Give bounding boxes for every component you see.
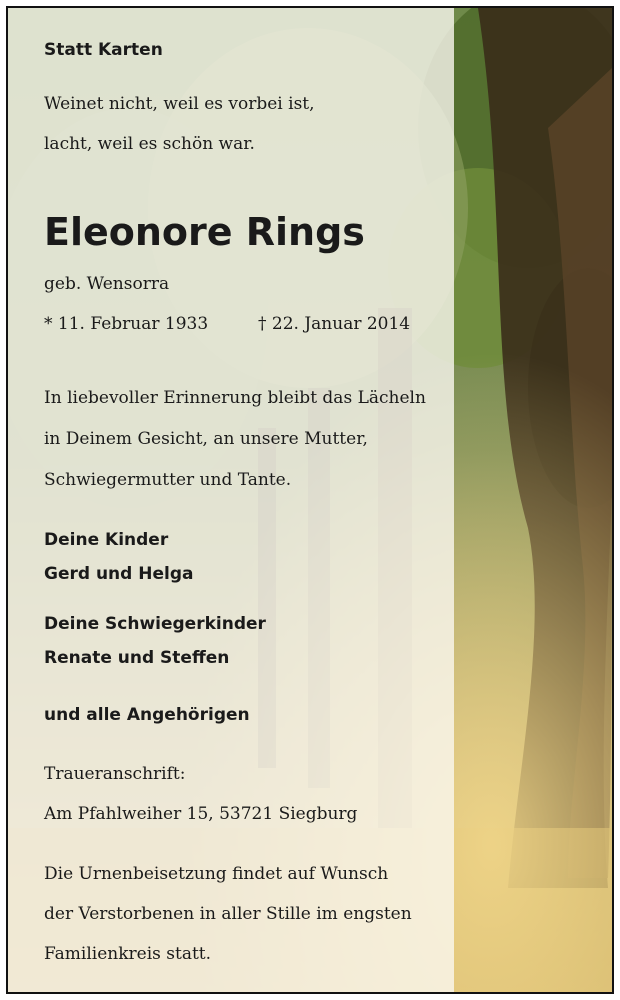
death-date: † 22. Januar 2014 — [258, 314, 411, 334]
quote-line-1: Weinet nicht, weil es vorbei ist, — [44, 94, 315, 114]
memorial-line-2: in Deinem Gesicht, an unsere Mutter, — [44, 429, 368, 449]
children-label: Deine Kinder — [44, 530, 169, 550]
address: Am Pfahlweiher 15, 53721 Siegburg — [44, 804, 358, 824]
inlaws-label: Deine Schwiegerkinder — [44, 614, 266, 634]
burial-note-line-1: Die Urnenbeisetzung findet auf Wunsch — [44, 864, 389, 884]
memorial-line-1: In liebevoller Erinnerung bleibt das Lächeln — [44, 388, 426, 408]
address-label: Traueranschrift: — [44, 764, 186, 784]
obituary-notice — [6, 6, 614, 994]
birth-date: * 11. Februar 1933 — [44, 314, 209, 334]
relatives: und alle Angehörigen — [44, 705, 250, 725]
quote-line-2: lacht, weil es schön war. — [44, 134, 255, 154]
header-label: Statt Karten — [44, 40, 163, 60]
birth-name: geb. Wensorra — [44, 274, 170, 294]
memorial-line-3: Schwiegermutter und Tante. — [44, 470, 292, 490]
burial-note-line-2: der Verstorbenen in aller Stille im engsten — [44, 904, 412, 924]
burial-note-line-3: Familienkreis statt. — [44, 944, 212, 964]
children-names: Gerd und Helga — [44, 564, 194, 584]
inlaws-names: Renate und Steffen — [44, 648, 230, 668]
text-panel — [8, 8, 454, 992]
deceased-name: Eleonore Rings — [44, 210, 365, 254]
